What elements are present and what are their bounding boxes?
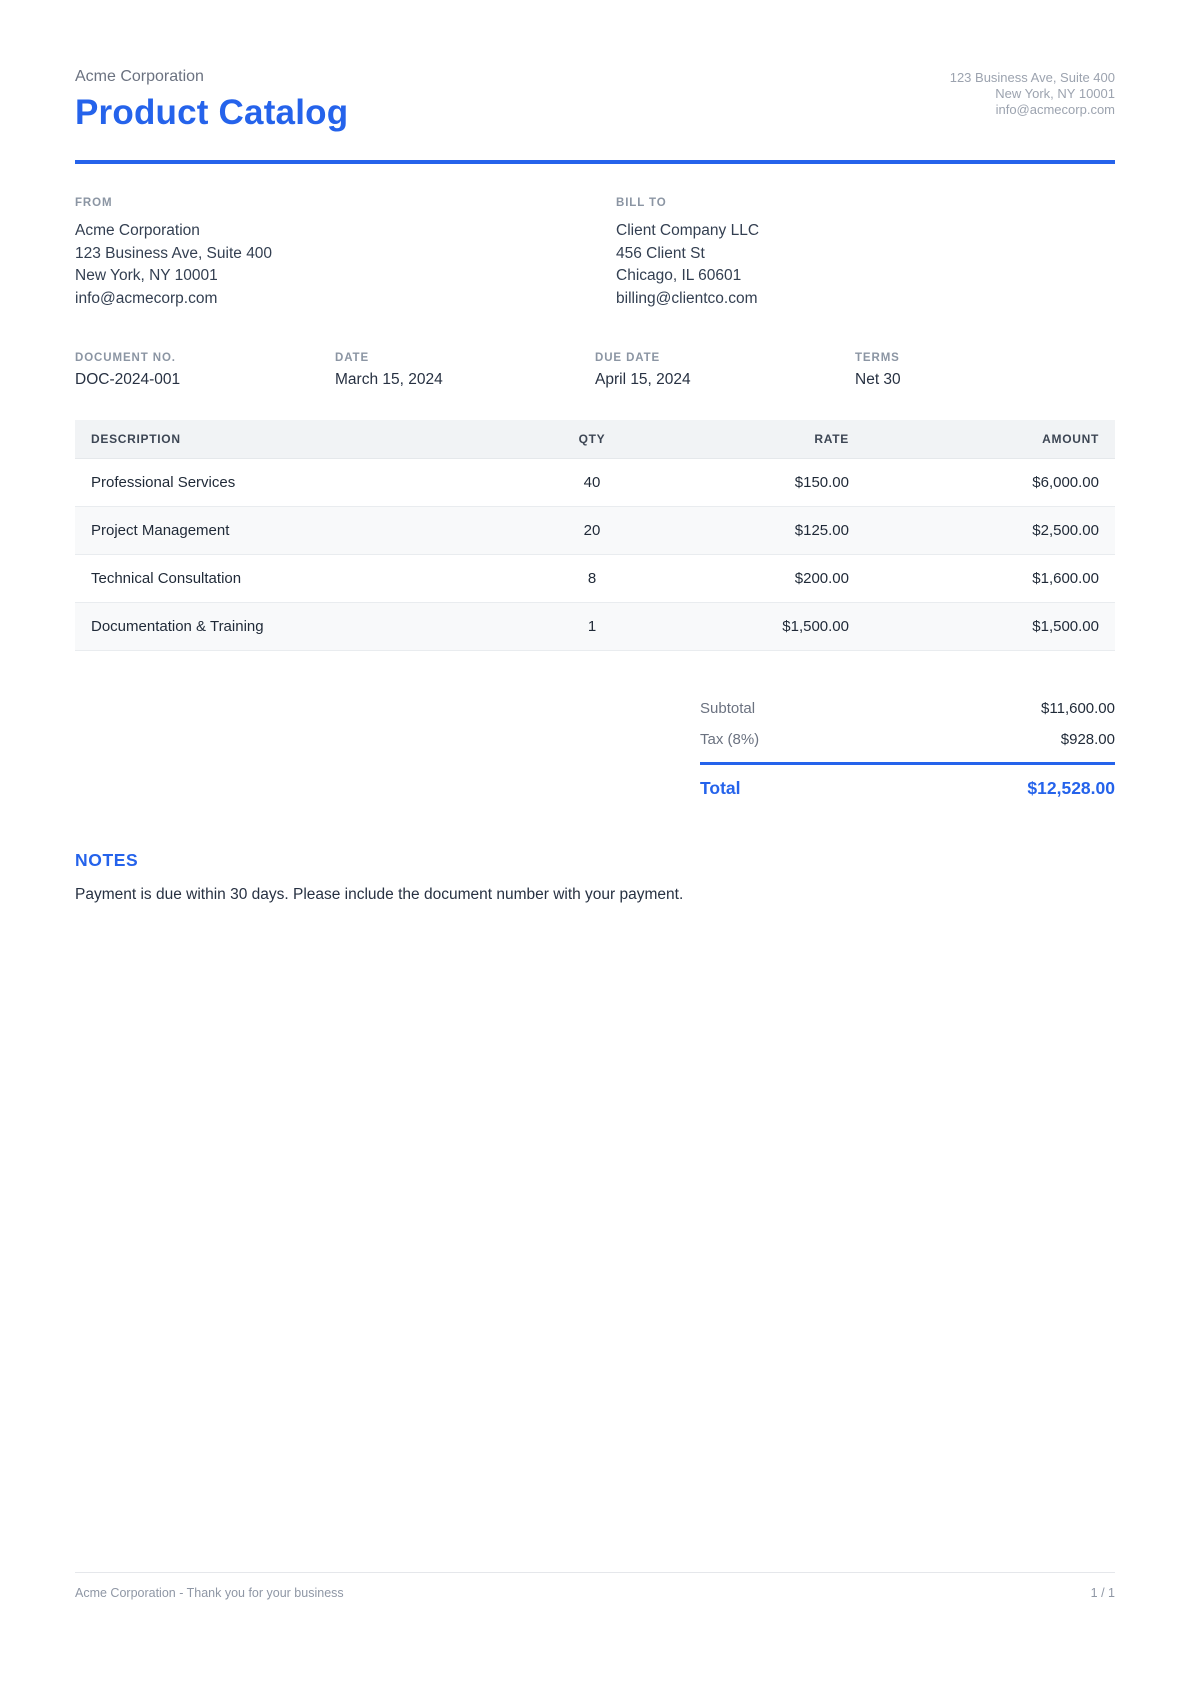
- table-row: [75, 507, 1115, 555]
- meta-label: DOCUMENT NO.: [75, 352, 176, 364]
- parties-section: [75, 197, 1115, 310]
- meta-value: DOC-2024-001: [75, 371, 181, 388]
- from-address-line: Acme Corporation: [75, 222, 200, 239]
- meta-due-date: [595, 352, 855, 389]
- from-block: [75, 197, 616, 310]
- cell-amount: $2,500.00: [865, 507, 1115, 555]
- column-header-description: DESCRIPTION: [75, 420, 512, 459]
- bill-to-label: BILL TO: [616, 197, 667, 209]
- cell-description: Project Management: [75, 507, 512, 555]
- from-address-line: info@acmecorp.com: [75, 289, 218, 307]
- cell-description: Documentation & Training: [75, 603, 512, 651]
- bill-to-address-line: Chicago, IL 60601: [616, 267, 742, 284]
- header-address-block: [950, 68, 1115, 118]
- document-header: [75, 68, 1115, 133]
- meta-document-no: [75, 352, 335, 389]
- cell-rate: $150.00: [672, 459, 865, 507]
- meta-value: April 15, 2024: [595, 371, 691, 388]
- cell-amount: $1,600.00: [865, 555, 1115, 603]
- tax-label: Tax (8%): [700, 731, 760, 748]
- table-row: [75, 459, 1115, 507]
- meta-value: Net 30: [855, 371, 901, 388]
- bill-to-address: [616, 220, 1115, 310]
- page-number: 1 / 1: [1090, 1586, 1115, 1600]
- line-items-table: [75, 420, 1115, 651]
- notes-text: Payment is due within 30 days. Please include the document number with your payment.: [75, 886, 684, 903]
- meta-label: DUE DATE: [595, 352, 661, 364]
- meta-value: March 15, 2024: [335, 371, 443, 388]
- page-title: Product Catalog: [75, 93, 349, 132]
- total-label: Total: [700, 778, 741, 798]
- header-address-line: info@acmecorp.com: [995, 102, 1115, 117]
- from-label: FROM: [75, 197, 113, 209]
- header-address-line: New York, NY 10001: [995, 86, 1115, 101]
- company-name: Acme Corporation: [75, 68, 204, 85]
- subtotal-label: Subtotal: [700, 700, 756, 717]
- subtotal-value: $11,600.00: [1041, 700, 1115, 717]
- table-row: [75, 603, 1115, 651]
- totals-section: [700, 693, 1115, 806]
- tax-row: [700, 724, 1115, 755]
- meta-label: DATE: [335, 352, 370, 364]
- header-address-line: 123 Business Ave, Suite 400: [949, 70, 1115, 85]
- from-address-line: 123 Business Ave, Suite 400: [75, 244, 273, 262]
- tax-value: $928.00: [1060, 731, 1115, 748]
- total-value: $12,528.00: [1027, 778, 1115, 798]
- table-header: [75, 420, 1115, 459]
- column-header-amount: AMOUNT: [865, 420, 1115, 459]
- document-meta: [75, 352, 1115, 389]
- cell-rate: $1,500.00: [672, 603, 865, 651]
- table-body: [75, 459, 1115, 651]
- total-row: [700, 762, 1115, 806]
- cell-qty: 8: [512, 555, 672, 603]
- cell-qty: 20: [512, 507, 672, 555]
- cell-rate: $125.00: [672, 507, 865, 555]
- header-left: [75, 68, 348, 133]
- cell-rate: $200.00: [672, 555, 865, 603]
- cell-amount: $6,000.00: [865, 459, 1115, 507]
- cell-qty: 40: [512, 459, 672, 507]
- accent-divider: [75, 160, 1115, 164]
- bill-to-address-line: Client Company LLC: [616, 222, 760, 239]
- meta-label: TERMS: [855, 352, 900, 364]
- cell-qty: 1: [512, 603, 672, 651]
- column-header-qty: QTY: [512, 420, 672, 459]
- column-header-rate: RATE: [672, 420, 865, 459]
- bill-to-address-line: 456 Client St: [616, 244, 705, 262]
- meta-terms: [855, 352, 1115, 389]
- from-address-line: New York, NY 10001: [75, 267, 218, 284]
- table-row: [75, 555, 1115, 603]
- from-address: [75, 220, 616, 310]
- document-footer: [75, 1572, 1115, 1600]
- footer-left-text: Acme Corporation - Thank you for your business: [75, 1586, 344, 1600]
- notes-heading: NOTES: [75, 850, 139, 870]
- bill-to-block: [616, 197, 1115, 310]
- subtotal-row: [700, 693, 1115, 724]
- table-header-row: [75, 420, 1115, 459]
- bill-to-address-line: billing@clientco.com: [616, 289, 758, 307]
- cell-amount: $1,500.00: [865, 603, 1115, 651]
- cell-description: Professional Services: [75, 459, 512, 507]
- cell-description: Technical Consultation: [75, 555, 512, 603]
- notes-section: [75, 850, 1115, 904]
- meta-date: [335, 352, 595, 389]
